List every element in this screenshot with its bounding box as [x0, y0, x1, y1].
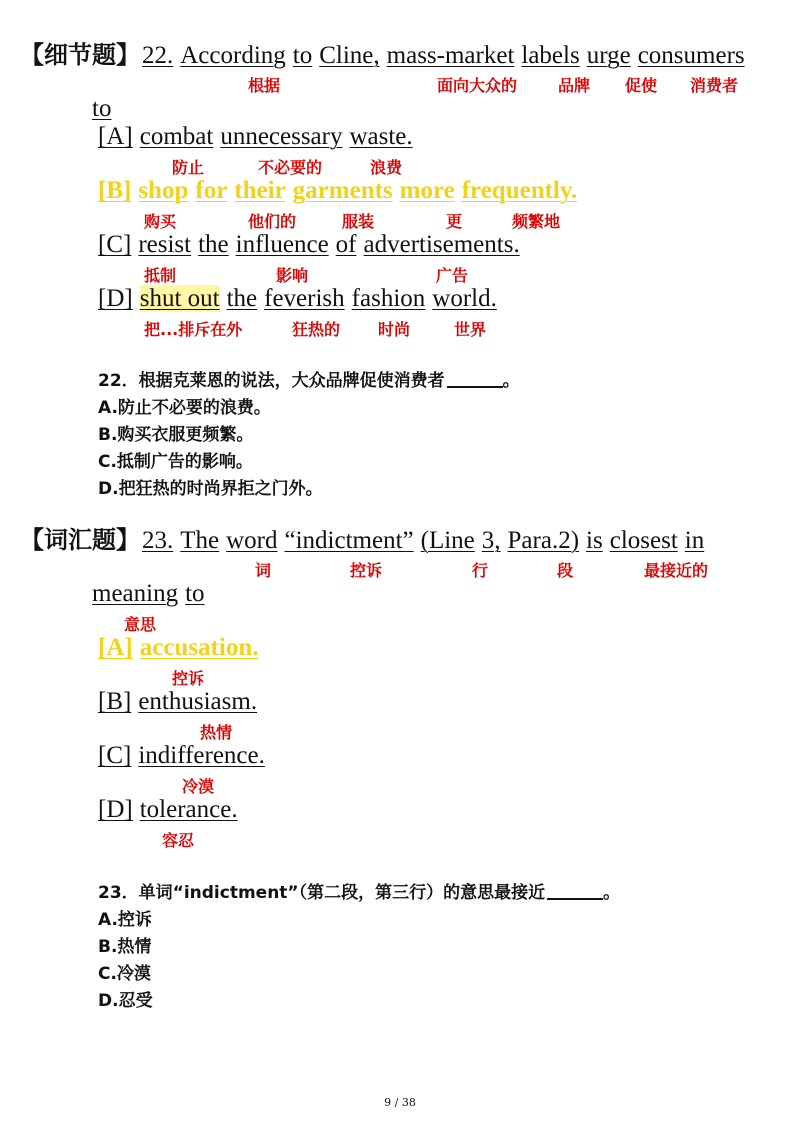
option-letter: [D] — [98, 285, 133, 312]
q22-tag: 【细节题】 — [20, 41, 140, 69]
annotation: 控诉 — [350, 561, 383, 580]
word: labels — [521, 42, 580, 69]
word: accusation. — [139, 634, 259, 661]
q23-option-c — [98, 741, 272, 771]
option-letter: [A] — [98, 123, 133, 150]
q23-cn-option-c: C.冷漠 — [98, 964, 151, 984]
q22-option-d — [98, 284, 504, 314]
annotation: 浪费 — [370, 158, 403, 177]
word: garments — [292, 177, 393, 204]
word: “indictment” — [284, 527, 414, 554]
word: tolerance. — [139, 796, 238, 823]
annotation: 广告 — [436, 266, 469, 285]
word: (Line — [420, 527, 475, 554]
word: shop — [138, 177, 189, 204]
annotation: 购买 — [144, 212, 177, 231]
annotation: 影响 — [276, 266, 309, 285]
annotation: 他们的 — [248, 212, 297, 231]
highlighted-phrase: shut out — [139, 285, 220, 312]
word: is — [586, 527, 603, 554]
annotation: 防止 — [172, 158, 205, 177]
word: world. — [432, 285, 497, 312]
annotation: 词 — [255, 561, 272, 580]
page-number: 9 / 38 — [384, 1096, 416, 1109]
q22-cn-option-d: D.把狂热的时尚界拒之门外。 — [98, 479, 323, 499]
q22-option-b-answer — [98, 176, 584, 206]
cn-text: 。 — [603, 883, 621, 903]
word: closest — [609, 527, 678, 554]
word: unnecessary — [220, 123, 343, 150]
q23-option-b — [98, 687, 264, 717]
word: The — [180, 527, 220, 554]
q23-cn-option-b: B.热情 — [98, 937, 152, 957]
q22-cn-option-b: B.购买衣服更频繁。 — [98, 425, 254, 445]
q22-option-a — [98, 122, 420, 152]
word: Cline, — [319, 42, 380, 69]
word: fashion — [351, 285, 426, 312]
q23-option-d — [98, 795, 245, 825]
annotation: 面向大众的 — [437, 76, 518, 95]
word: frequently. — [461, 177, 578, 204]
word: 3, — [481, 527, 501, 554]
annotation: 意思 — [124, 615, 157, 634]
q23-tag: 【词汇题】 — [20, 526, 140, 554]
q23-stem-wrap — [92, 579, 212, 609]
word: of — [335, 231, 357, 258]
q22-stem — [20, 40, 745, 71]
annotation: 促使 — [625, 76, 658, 95]
annotation: 把...排斥在外 — [144, 320, 243, 339]
option-letter: [B] — [98, 177, 132, 204]
option-letter: [A] — [98, 634, 133, 661]
word: consumers — [637, 42, 745, 69]
q23-option-a-answer — [98, 633, 265, 663]
option-letter: [B] — [98, 688, 132, 715]
q22-stem-wrap — [92, 94, 118, 124]
word: advertisements. — [363, 231, 520, 258]
annotation: 狂热的 — [292, 320, 341, 339]
annotation: 更 — [446, 212, 463, 231]
annotation: 不必要的 — [258, 158, 323, 177]
word: combat — [139, 123, 214, 150]
annotation: 冷漠 — [182, 777, 215, 796]
annotation: 容忍 — [162, 831, 195, 850]
word: Para.2) — [507, 527, 580, 554]
word: more — [399, 177, 455, 204]
annotation: 时尚 — [378, 320, 411, 339]
word: in — [684, 527, 705, 554]
annotation: 控诉 — [172, 669, 205, 688]
word: urge — [586, 42, 631, 69]
word: feverish — [264, 285, 345, 312]
answer-blank — [547, 882, 603, 900]
option-letter: [C] — [98, 231, 132, 258]
annotation: 抵制 — [144, 266, 177, 285]
q23-cn-option-d: D.忍受 — [98, 991, 153, 1011]
word: enthusiasm. — [138, 688, 258, 715]
q23-number: 23. — [142, 527, 174, 554]
q23-stem — [20, 525, 704, 556]
q23-cn-option-a: A.控诉 — [98, 910, 152, 930]
word: resist — [138, 231, 192, 258]
option-letter: [D] — [98, 796, 133, 823]
annotation: 世界 — [454, 320, 487, 339]
annotation: 行 — [472, 561, 489, 580]
annotation: 最接近的 — [644, 561, 709, 580]
word: to — [292, 42, 313, 69]
word: their — [234, 177, 286, 204]
cn-text: 22．根据克莱恩的说法，大众品牌促使消费者 — [98, 371, 445, 391]
annotation: 段 — [557, 561, 574, 580]
annotation: 频繁地 — [512, 212, 561, 231]
q22-number: 22. — [142, 42, 174, 69]
q23-cn-stem — [98, 882, 620, 904]
word: According — [180, 42, 286, 69]
word: mass-market — [386, 42, 515, 69]
annotation: 服装 — [342, 212, 375, 231]
word: word — [226, 527, 278, 554]
word: meaning — [92, 580, 179, 607]
annotation: 品牌 — [558, 76, 591, 95]
word: the — [226, 285, 258, 312]
q22-cn-option-a: A.防止不必要的浪费。 — [98, 398, 271, 418]
annotation: 消费者 — [690, 76, 739, 95]
word: indifference. — [138, 742, 265, 769]
word: waste. — [349, 123, 413, 150]
word: to — [185, 580, 205, 607]
annotation: 根据 — [248, 76, 281, 95]
word: the — [198, 231, 229, 258]
option-letter: [C] — [98, 742, 132, 769]
word: to — [92, 95, 112, 122]
cn-text: 23．单词“indictment”（第二段，第三行）的意思最接近 — [98, 883, 546, 903]
word: influence — [235, 231, 329, 258]
q22-cn-stem — [98, 370, 520, 392]
word: for — [195, 177, 228, 204]
q22-cn-option-c: C.抵制广告的影响。 — [98, 452, 253, 472]
q22-option-c — [98, 230, 527, 260]
annotation: 热情 — [200, 723, 233, 742]
cn-text: 。 — [502, 371, 520, 391]
answer-blank — [447, 370, 503, 388]
